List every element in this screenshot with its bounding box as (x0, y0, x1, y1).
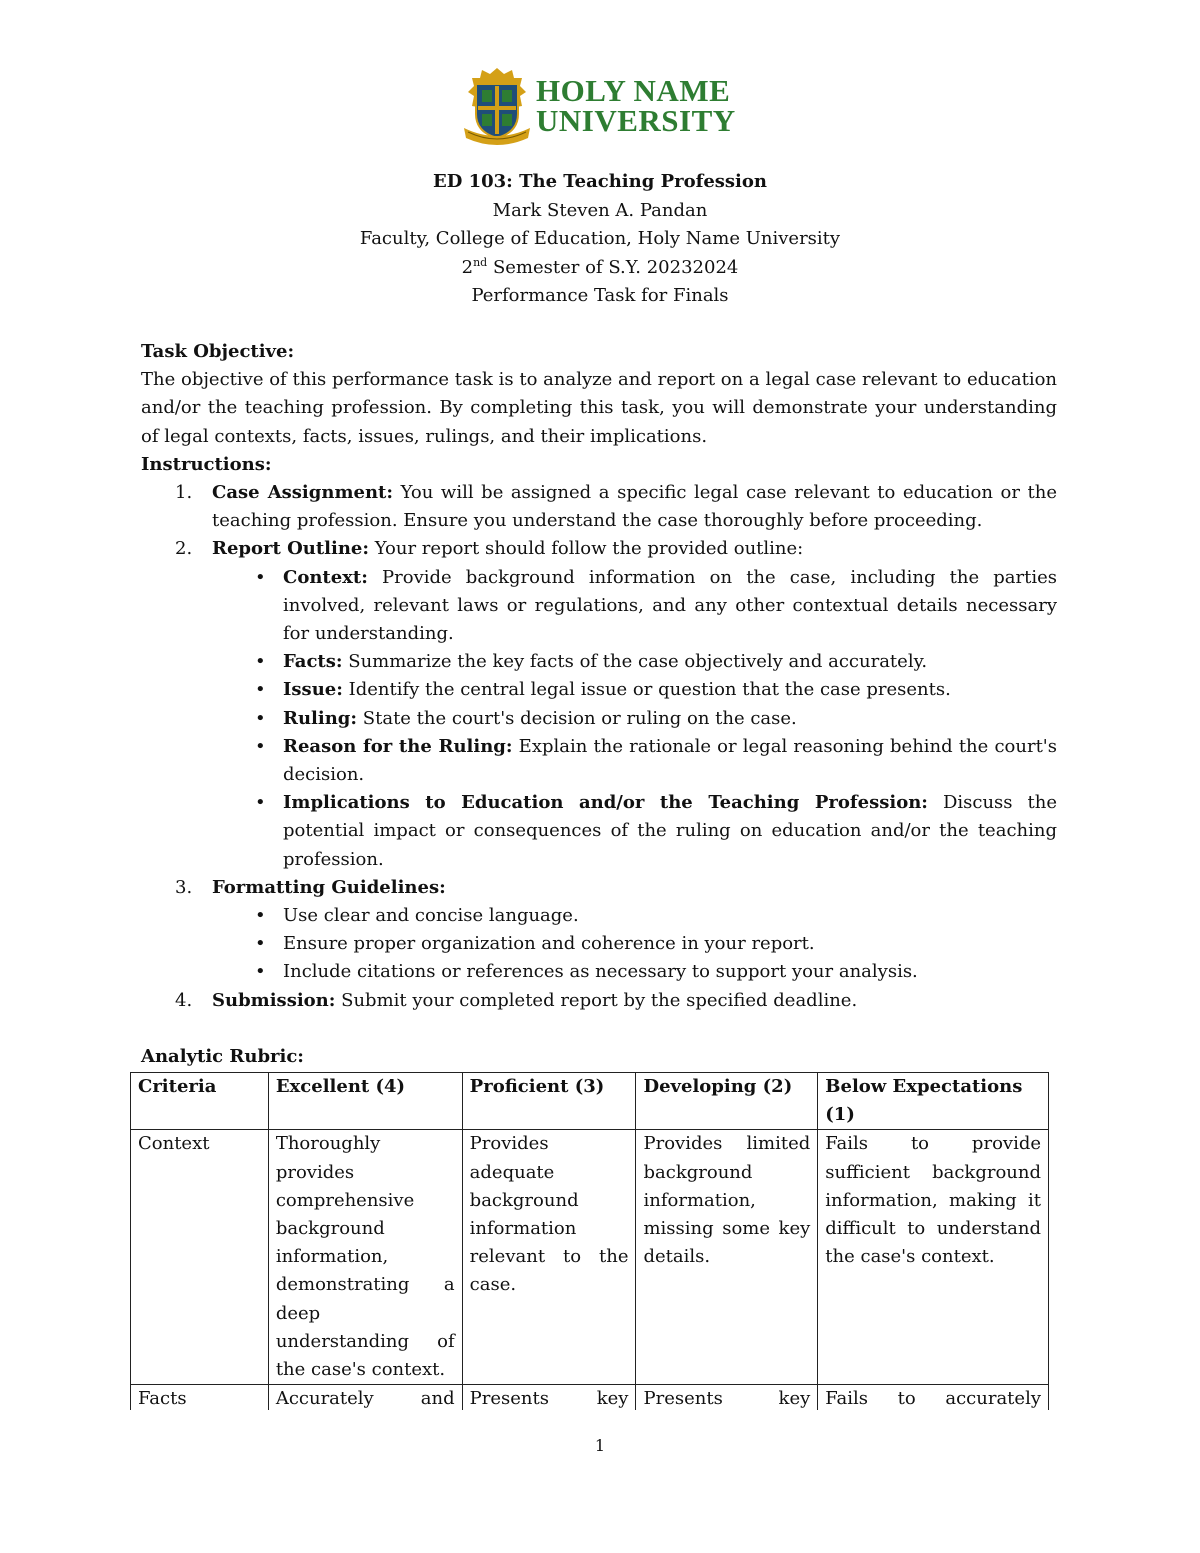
bullet-icon: • (255, 679, 266, 701)
bullet-icon: • (255, 707, 266, 729)
rubric-row (131, 1385, 1049, 1410)
rubric-table (130, 1072, 1049, 1410)
outline-text: Provide background information on the case, including the parties involved, relevant laws or regulations, and any other contextual details necessary for understanding. (283, 566, 1057, 645)
semester-text: Semester of S.Y. 20232024 (487, 256, 739, 278)
rubric-row (131, 1130, 1049, 1385)
course-title: ED 103: The Teaching Profession (433, 171, 767, 192)
formatting-text: Include citations or references as necessary to support your analysis. (283, 961, 918, 983)
task-title: Performance Task for Finals (471, 285, 729, 306)
outline-label: Context: (283, 566, 368, 588)
formatting-text: Ensure proper organization and coherence in your report. (283, 933, 815, 955)
outline-text: Discuss the potential impact or consequences of the ruling on education and/or the teaching profession. (283, 792, 1057, 870)
rubric-cell: Fails to accurately (818, 1385, 1049, 1410)
bullet-icon: • (255, 933, 266, 955)
instruction-text: Submit your completed report by the specified deadline. (335, 989, 858, 1011)
outline-text: State the court's decision or ruling on the case. (357, 707, 797, 729)
formatting-text: Use clear and concise language. (283, 905, 579, 927)
outline-label: Ruling: (283, 707, 358, 729)
instruction-label: Case Assignment: (212, 482, 393, 504)
outline-label: Issue: (283, 679, 343, 701)
instruction-number: 1. (175, 482, 193, 504)
wordmark-line2: UNIVERSITY (536, 103, 736, 138)
page-number: 1 (594, 1436, 606, 1455)
outline-label: Facts: (283, 651, 343, 673)
instruction-text: You will be assigned a specific legal case relevant to education or the teaching profession. Ensure you understand the case thoroughly before proceeding. (212, 482, 1057, 532)
rubric-column-header: Excellent (4) (268, 1073, 462, 1130)
outline-text: Identify the central legal issue or question that the case presents. (342, 679, 951, 701)
bullet-icon: • (255, 905, 266, 927)
semester-suffix: nd (473, 255, 488, 269)
instructor-position: Faculty, College of Education, Holy Name University (359, 228, 841, 249)
semester-number: 2 (461, 256, 474, 278)
rubric-column-header: Criteria (131, 1073, 269, 1130)
rubric-cell: Presents key (636, 1385, 818, 1410)
outline-label: Implications to Education and/or the Teaching Profession: (283, 792, 928, 814)
outline-text: Explain the rationale or legal reasoning behind the court's decision. (283, 735, 1057, 786)
rubric-header-row (131, 1073, 1049, 1130)
objective-heading: Task Objective: (141, 341, 295, 362)
instruction-number: 3. (175, 876, 193, 898)
bullet-icon: • (255, 961, 266, 983)
outline-label: Reason for the Ruling: (283, 735, 513, 757)
instruction-number: 2. (175, 538, 193, 560)
rubric-cell: Thoroughly provides comprehensive background information, demonstrating a deep understanding of the case's context. (268, 1130, 462, 1385)
instruction-label: Submission: (212, 989, 336, 1011)
bullet-icon: • (255, 566, 266, 588)
instruction-label: Report Outline: (212, 538, 370, 560)
instructor-name: Mark Steven A. Pandan (492, 199, 708, 221)
rubric-column-header: Proficient (3) (462, 1073, 636, 1130)
instruction-label: Formatting Guidelines: (212, 876, 446, 898)
objective-text: The objective of this performance task is to analyze and report on a legal case relevant to education and/or the teaching profession. By completing this task, you will demonstrate your understanding of legal contexts, facts, issues, rulings, and their implications. (141, 369, 1057, 447)
wordmark-line1: HOLY NAME (536, 73, 731, 108)
rubric-column-header: Developing (2) (636, 1073, 818, 1130)
rubric-cell: Facts (131, 1385, 269, 1410)
rubric-column-header: Below Expectations (1) (818, 1073, 1049, 1130)
bullet-icon: • (255, 651, 266, 673)
instruction-text: Your report should follow the provided outline: (369, 538, 804, 560)
rubric-cell: Presents key (462, 1385, 636, 1410)
rubric-cell: Provides adequate background information relevant to the case. (462, 1130, 636, 1385)
rubric-cell: Fails to provide sufficient background information, making it difficult to understand the case's context. (818, 1130, 1049, 1385)
rubric-cell: Provides limited background information, missing some key details. (636, 1130, 818, 1385)
rubric-cell: Accurately and (268, 1385, 462, 1410)
rubric-cell: Context (131, 1130, 269, 1385)
outline-text: Summarize the key facts of the case objectively and accurately. (342, 651, 928, 673)
instructions-heading: Instructions: (141, 453, 272, 475)
bullet-icon: • (255, 735, 266, 757)
bullet-icon: • (255, 792, 266, 814)
rubric-heading: Analytic Rubric: (141, 1045, 304, 1067)
instruction-number: 4. (175, 989, 193, 1011)
